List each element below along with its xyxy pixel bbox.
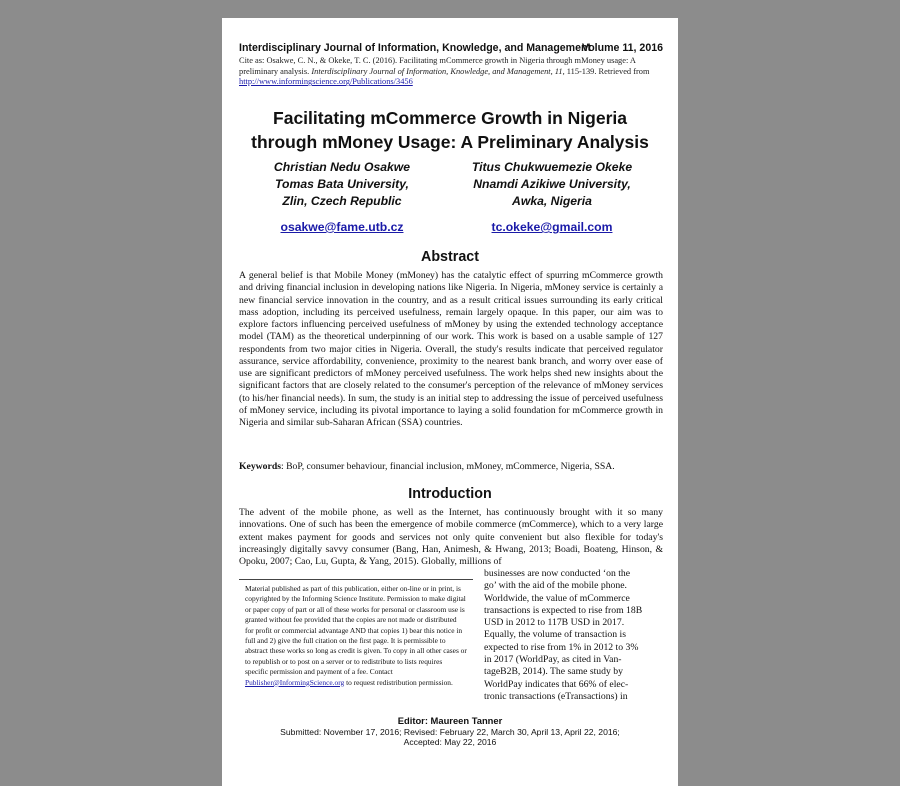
author-block-2 — [452, 159, 652, 210]
paper-title — [222, 106, 678, 154]
accepted-date: Accepted: May 22, 2016 — [403, 737, 497, 748]
author-location: Awka, Nigeria — [512, 194, 592, 208]
citation-pages: 115-139. Retrieved from — [564, 66, 650, 76]
author-affiliation: Tomas Bata University, — [275, 177, 409, 191]
author-block-1 — [242, 159, 442, 210]
keywords-list: : BoP, consumer behaviour, financial inclusion, mMoney, mCommerce, Nigeria, SSA. — [280, 461, 615, 472]
copyright-footnote — [245, 584, 467, 688]
title-line-2: through mMoney Usage: A Preliminary Analysis — [251, 132, 649, 152]
citation-link[interactable]: http://www.informingscience.org/Publications/3456 — [239, 77, 413, 87]
column-line: go’ with the aid of the mobile phone. — [484, 580, 627, 592]
journal-name: Interdisciplinary Journal of Information, Knowledge, and Management — [239, 42, 591, 54]
column-line: in 2017 (WorldPay, as cited in Van- — [484, 654, 622, 666]
column-line: tageB2B, 2014). The same study by — [484, 666, 623, 678]
keywords-label: Keywords — [239, 461, 281, 472]
paper-page — [222, 18, 678, 786]
abstract-body: A general belief is that Mobile Money (mMoney) has the catalytic effect of spurring mCommerce growth and driving financial inclusion in developing nations like Nigeria. In Nigeria, mMoney service is certainly a new financial service innovation in the country, and as a result critical issues surrounding its early critical mass adoption, including its perceived usefulness, remain largely opaque. In this paper, our aim was to explore factors influencing perceived usefulness of mMoney by using the extended technology acceptance model (TAM) as the theoretical underpinning of our work. This work is based on a usable sample of 127 respondents from two major cities in Nigeria. Overall, the study's results indicate that perceived regulator assurance, service affordability, convenience, proximity to the nearest bank branch, and worry over ease of use are significant predictors of mMoney perceived usefulness. The work helps shed new insights about the significant factors that are closely related to the consumer's perception of the relevance of mMoney services (to his/her financial needs). In sum, the study is an initial step to addressing the issue of perceived usefulness of mMoney service, including its pivotal importance to laying a solid foundation for mCommerce growth in Nigeria and similar sub-Saharan African (SSA) countries. — [239, 270, 663, 428]
column-line: Equally, the volume of transaction is — [484, 629, 626, 641]
column-line: USD in 2012 to 117B USD in 2017. — [484, 617, 625, 629]
submission-dates — [222, 727, 678, 748]
footnote-text: Material published as part of this publication, either on-line or in print, is copyrighted by the Informing Science Institute. Permission to make digital or paper copy of part or all of these works for personal or classroom use is granted without fee provided that the copies are not made or distributed for profit or commercial advantage AND that copies 1) bear this notice in full and 2) give the full citation on the first page. It is permissible to abstract these works so long as credit is given. To copy in all other cases or to republish or to post on a server or to redistribute to lists requires specific permission and payment of a fee. Contact — [245, 584, 467, 677]
submitted-revised: Submitted: November 17, 2016; Revised: February 22, March 30, April 13, April 22, 2016; — [280, 727, 620, 737]
author-name: Christian Nedu Osakwe — [273, 160, 411, 174]
keywords — [239, 461, 663, 472]
author-location: Zlin, Czech Republic — [282, 194, 402, 208]
publisher-email-link[interactable]: Publisher@InformingScience.org — [245, 677, 345, 687]
volume-label: Volume 11, 2016 — [581, 42, 663, 54]
running-header — [239, 42, 663, 54]
introduction-right-column — [484, 568, 664, 703]
introduction-body: The advent of the mobile phone, as well as the Internet, has continuously brought with it so many innovations. One of such has been the emergence of mobile commerce (mCommerce), which to a very large extent makes payment for goods and services not only quite convenient but also flexible for today's increasingly digitally savvy consumer (Bang, Han, Animesh, & Hwang, 2013; Boadi, Boateng, Hinson, & Opoku, 2007; Cao, Lu, Gupta, & Yang, 2015). Globally, millions of — [239, 507, 663, 567]
column-line: WorldPay indicates that 66% of elec- — [484, 678, 629, 690]
column-line: transactions is expected to rise from 18B — [484, 604, 643, 616]
column-line: Worldwide, the value of mCommerce — [484, 592, 630, 604]
column-line: tronic transactions (eTransactions) in — [484, 690, 628, 702]
footnote-suffix: to request redistribution permission. — [344, 677, 453, 687]
introduction-heading: Introduction — [408, 486, 492, 502]
author-affiliation: Nnamdi Azikiwe University, — [473, 177, 631, 191]
citation-journal: Interdisciplinary Journal of Information, Knowledge, and Management, 11, — [311, 66, 565, 76]
footnote-divider — [239, 579, 473, 580]
column-line: businesses are now conducted ‘on the — [484, 568, 631, 579]
title-line-1: Facilitating mCommerce Growth in Nigeria — [273, 108, 627, 128]
abstract-heading: Abstract — [421, 249, 479, 265]
author-email-1[interactable]: osakwe@fame.utb.cz — [280, 220, 404, 234]
citation — [239, 56, 663, 88]
author-name: Titus Chukwuemezie Okeke — [471, 160, 633, 174]
citation-text: Cite as: Osakwe, C. N., & Okeke, T. C. (2016). Facilitating mCommerce growth in Nigeria through mMoney usage: A preliminary analysis. — [239, 56, 636, 76]
column-line: expected to rise from 1% in 2012 to 3% — [484, 641, 639, 653]
editor-line: Editor: Maureen Tanner — [397, 715, 503, 726]
author-email-2[interactable]: tc.okeke@gmail.com — [491, 220, 613, 234]
